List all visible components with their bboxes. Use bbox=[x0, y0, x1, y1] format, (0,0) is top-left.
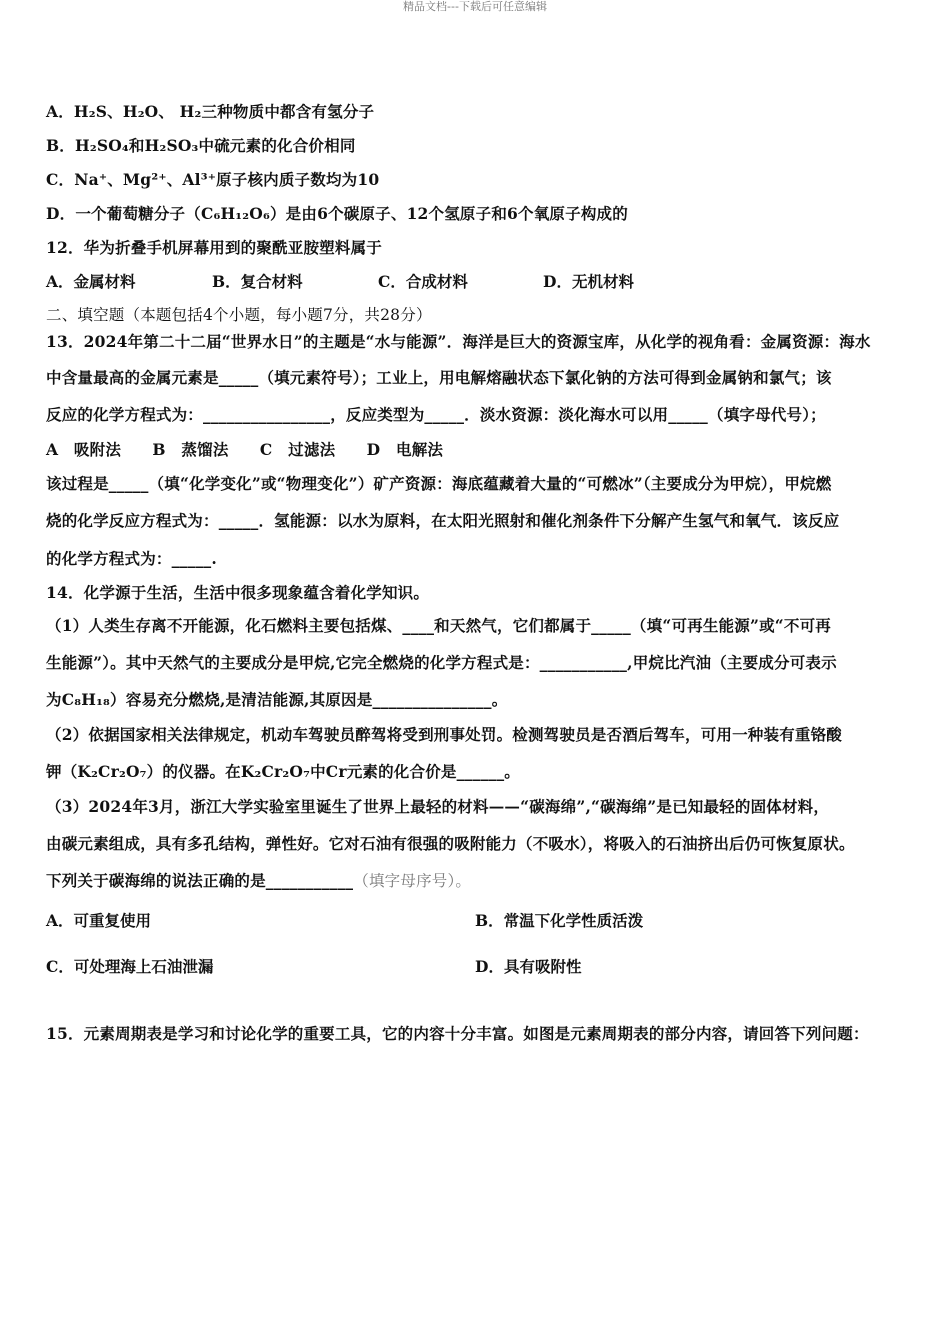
q13-line-2: 中含量最高的金属元素是_____（填元素符号）；工业上，用电解熔融状态下氯化钠的方法可得到金属钠和氯气；该 bbox=[46, 368, 832, 387]
q11-option-a: A．H₂S、H₂O、 H₂三种物质中都含有氢分子 bbox=[46, 102, 375, 121]
q14-part3-line-1: （3）2024年3月，浙江大学实验室里诞生了世界上最轻的材料——“碳海绵”,“碳海绵”是已知最轻的固体材料， bbox=[46, 797, 830, 816]
q13-line-1: 13．2024年第二十二届“世界水日”的主题是“水与能源”．海洋是巨大的资源宝库，从化学的视角看：金属资源：海水 bbox=[46, 332, 871, 351]
q13-line-7: 的化学方程式为：_____. bbox=[46, 549, 217, 568]
q13-options: A 吸附法 B 蒸馏法 C 过滤法 D 电解法 bbox=[46, 440, 444, 459]
q14-stem: 14．化学源于生活，生活中很多现象蕴含着化学知识。 bbox=[46, 583, 430, 602]
q12-stem: 12．华为折叠手机屏幕用到的聚酰亚胺塑料属于 bbox=[46, 238, 382, 257]
q14-part3-line-3 bbox=[46, 871, 920, 891]
q14-part3-hint: （填字母序号）。 bbox=[353, 872, 472, 890]
q14-part3-stem: 下列关于碳海绵的说法正确的是___________ bbox=[46, 871, 354, 890]
page-header: 精品文档---下载后可任意编辑 bbox=[403, 0, 547, 13]
q12-option-b: B．复合材料 bbox=[212, 272, 303, 291]
section-2-heading: 二、填空题（本题包括4个小题，每小题7分，共28分） bbox=[46, 306, 432, 324]
q13-line-5: 该过程是_____（填“化学变化”或“物理变化”）矿产资源：海底蕴藏着大量的“可燃冰”（主要成分为甲烷），甲烷燃 bbox=[46, 474, 832, 493]
q13-line-6: 烧的化学反应方程式为：_____．氢能源：以水为原料，在太阳光照射和催化剂条件下分解产生氢气和氧气．该反应 bbox=[46, 511, 840, 530]
q14-part2-line-1: （2）依据国家相关法律规定，机动车驾驶员醉驾将受到刑事处罚。检测驾驶员是否酒后驾车，可用一种装有重铬酸 bbox=[46, 725, 842, 744]
q11-option-b: B．H₂SO₄和H₂SO₃中硫元素的化合价相同 bbox=[46, 136, 356, 155]
q14-option-d: D．具有吸附性 bbox=[475, 957, 582, 976]
q14-option-a: A．可重复使用 bbox=[46, 911, 152, 930]
q15-stem: 15．元素周期表是学习和讨论化学的重要工具，它的内容十分丰富。如图是元素周期表的部分内容，请回答下列问题： bbox=[46, 1024, 869, 1043]
q11-option-c: C．Na⁺、Mg²⁺、Al³⁺原子核内质子数均为10 bbox=[46, 170, 380, 189]
q12-option-c: C．合成材料 bbox=[378, 272, 468, 291]
q12-option-d: D．无机材料 bbox=[543, 272, 634, 291]
q13-line-3: 反应的化学方程式为：________________，反应类型为_____．淡水资源：淡化海水可以用_____（填字母代号）； bbox=[46, 405, 826, 424]
q14-part3-line-2: 由碳元素组成，具有多孔结构，弹性好。它对石油有很强的吸附能力（不吸水），将吸入的石油挤出后仍可恢复原状。 bbox=[46, 834, 855, 853]
q14-option-c: C．可处理海上石油泄漏 bbox=[46, 957, 214, 976]
q14-option-b: B．常温下化学性质活泼 bbox=[475, 911, 644, 930]
q12-option-a: A．金属材料 bbox=[46, 272, 136, 291]
q14-part1-line-2: 生能源”）。其中天然气的主要成分是甲烷,它完全燃烧的化学方程式是：___________,甲烷比汽油（主要成分可表示 bbox=[46, 653, 837, 672]
q14-part1-line-1: （1）人类生存离不开能源，化石燃料主要包括煤、____和天然气，它们都属于_____（填“可再生能源”或“不可再 bbox=[46, 616, 831, 635]
q11-option-d: D．一个葡萄糖分子（C₆H₁₂O₆）是由6个碳原子、12个氢原子和6个氧原子构成的 bbox=[46, 204, 628, 223]
q14-part1-line-3: 为C₈H₁₈）容易充分燃烧,是清洁能源,其原因是_______________。 bbox=[46, 690, 508, 709]
q14-part2-line-2: 钾（K₂Cr₂O₇）的仪器。在K₂Cr₂O₇中Cr元素的化合价是______。 bbox=[46, 762, 520, 781]
